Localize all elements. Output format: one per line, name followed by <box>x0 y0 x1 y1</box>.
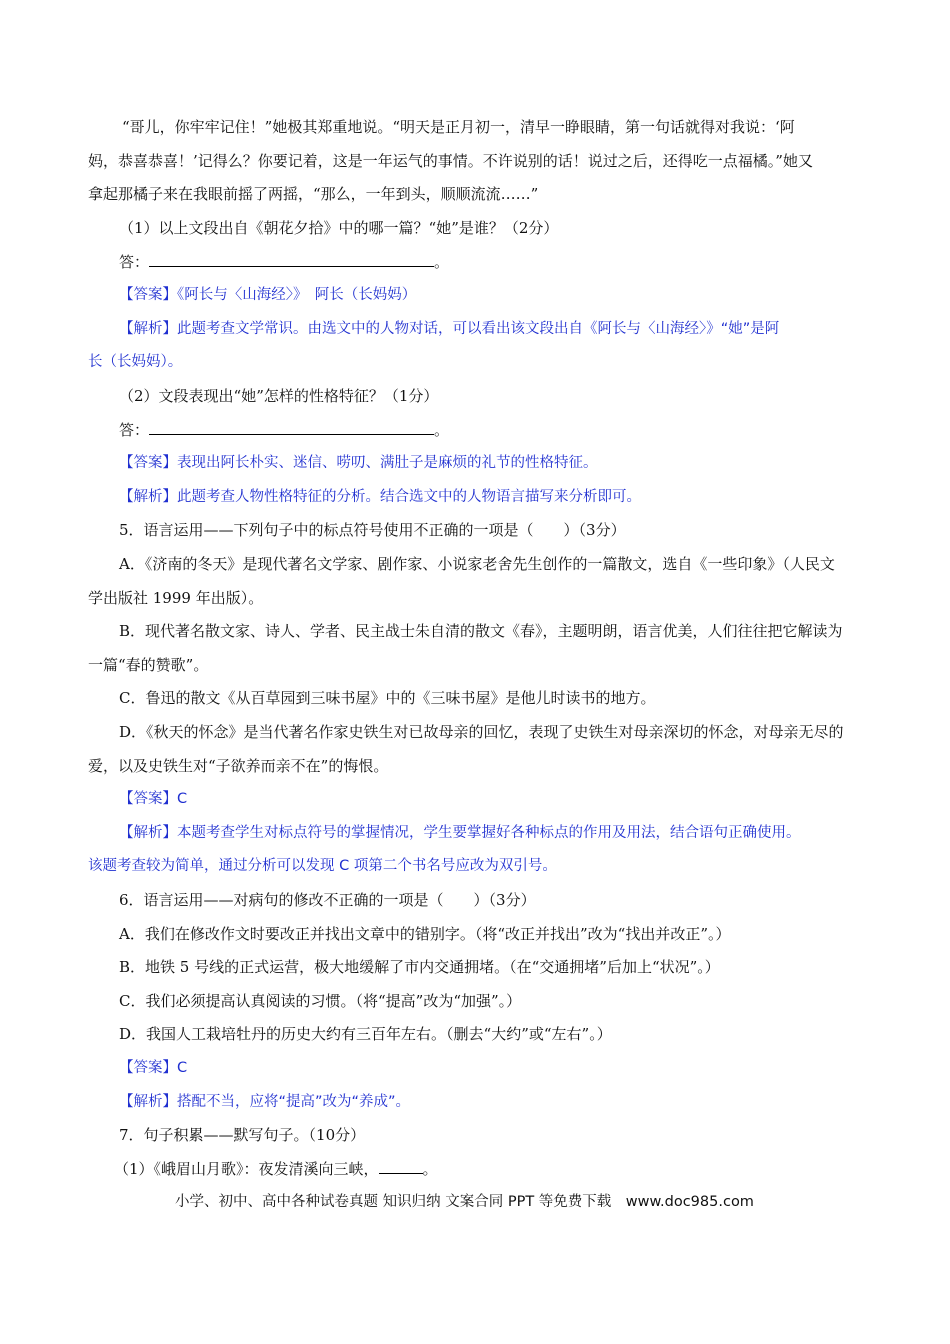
q5-option-b-line-1: B．现代著名散文家、诗人、学者、民主战士朱自清的散文《春》，主题明朗，语言优美，人们往往把它解读为 <box>119 622 843 640</box>
q5-analysis-line-1: 【解析】本题考查学生对标点符号的掌握情况，学生要掌握好各种标点的作用及用法，结合语句正确使用。 <box>119 825 801 841</box>
q5-option-d-line-2: 爱，以及史铁生对“子欲养而亲不在”的悔恨。 <box>88 757 389 775</box>
q4-2-answer: 【答案】表现出阿长朴实、迷信、唠叨、满肚子是麻烦的礼节的性格特征。 <box>119 455 598 471</box>
q4-2-answer-line <box>119 420 449 440</box>
q5-option-d-line-1: D．《秋天的怀念》是当代著名作家史铁生对已故母亲的回忆，表现了史铁生对母亲深切的怀念，对母亲无尽的 <box>119 723 844 741</box>
answer-prefix: 答： <box>119 253 150 271</box>
q5-option-c: C．鲁迅的散文《从百草园到三味书屋》中的《三味书屋》是他儿时读书的地方。 <box>119 689 656 707</box>
passage-line-3: 拿起那橘子来在我眼前摇了两摇，“那么，一年到头，顺顺流流……” <box>88 185 539 203</box>
passage-line-1: “哥儿，你牢牢记住！”她极其郑重地说。“明天是正月初一，清早一睁眼睛，第一句话就得对我说：‘阿 <box>122 118 795 136</box>
answer-prefix: 答： <box>119 421 150 439</box>
q6-question: 6．语言运用——对病句的修改不正确的一项是（ ）（3分） <box>119 891 536 909</box>
q7-question: 7．句子积累——默写句子。（10分） <box>119 1126 366 1144</box>
q5-option-a-line-1: A．《济南的冬天》是现代著名文学家、剧作家、小说家老舍先生创作的一篇散文，选自《一些印象》（人民文 <box>119 555 835 573</box>
q5-option-a-line-2: 学出版社 1999 年出版）。 <box>88 589 264 607</box>
q6-option-a: A．我们在修改作文时要改正并找出文章中的错别字。（将“改正并找出”改为“找出并改正”。） <box>119 925 731 943</box>
q4-1-question: （1）以上文段出自《朝花夕拾》中的哪一篇？“她”是谁？（2分） <box>119 219 559 237</box>
q6-analysis: 【解析】搭配不当，应将“提高”改为“养成”。 <box>119 1094 411 1110</box>
answer-blank <box>149 420 434 435</box>
q7-item-1-suffix: 。 <box>422 1160 438 1178</box>
q6-option-b: B．地铁 5 号线的正式运营，极大地缓解了市内交通拥堵。（在“交通拥堵”后加上“状况”。） <box>119 958 720 976</box>
answer-blank <box>149 252 434 267</box>
q4-1-answer-line <box>119 252 449 272</box>
answer-suffix: 。 <box>434 421 450 439</box>
answer-blank <box>379 1159 423 1174</box>
q5-question: 5．语言运用——下列句子中的标点符号使用不正确的一项是（ ）（3分） <box>119 521 626 539</box>
q4-1-analysis-line-2: 长（长妈妈）。 <box>88 354 183 370</box>
q7-item-1 <box>114 1159 438 1179</box>
q5-analysis-line-2: 该题考查较为简单，通过分析可以发现 C 项第二个书名号应改为双引号。 <box>88 858 557 874</box>
q6-answer: 【答案】C <box>119 1060 188 1076</box>
passage-line-2: 妈，恭喜恭喜！’记得么？你要记着，这是一年运气的事情。不许说别的话！说过之后，还得吃一点福橘。”她又 <box>88 152 813 170</box>
answer-suffix: 。 <box>434 253 450 271</box>
q4-1-analysis-line-1: 【解析】此题考查文学常识。由选文中的人物对话，可以看出该文段出自《阿长与〈山海经〉》“她”是阿 <box>119 321 780 337</box>
q4-1-answer: 【答案】《阿长与〈山海经〉》 阿长（长妈妈） <box>119 287 417 303</box>
q5-answer: 【答案】C <box>119 791 188 807</box>
q6-option-c: C．我们必须提高认真阅读的习惯。（将“提高”改为“加强”。） <box>119 992 522 1010</box>
q7-item-1-prompt: （1）《峨眉山月歌》：夜发清溪向三峡， <box>114 1160 379 1178</box>
q4-2-analysis: 【解析】此题考查人物性格特征的分析。结合选文中的人物语言描写来分析即可。 <box>119 489 641 505</box>
page-footer: 小学、初中、高中各种试卷真题 知识归纳 文案合同 PPT 等免费下载 www.doc985.com <box>175 1194 754 1210</box>
q6-option-d: D．我国人工栽培牡丹的历史大约有三百年左右。（删去“大约”或“左右”。） <box>119 1025 612 1043</box>
q5-option-b-line-2: 一篇“春的赞歌”。 <box>88 656 209 674</box>
q4-2-question: （2）文段表现出“她”怎样的性格特征？（1分） <box>119 387 439 405</box>
